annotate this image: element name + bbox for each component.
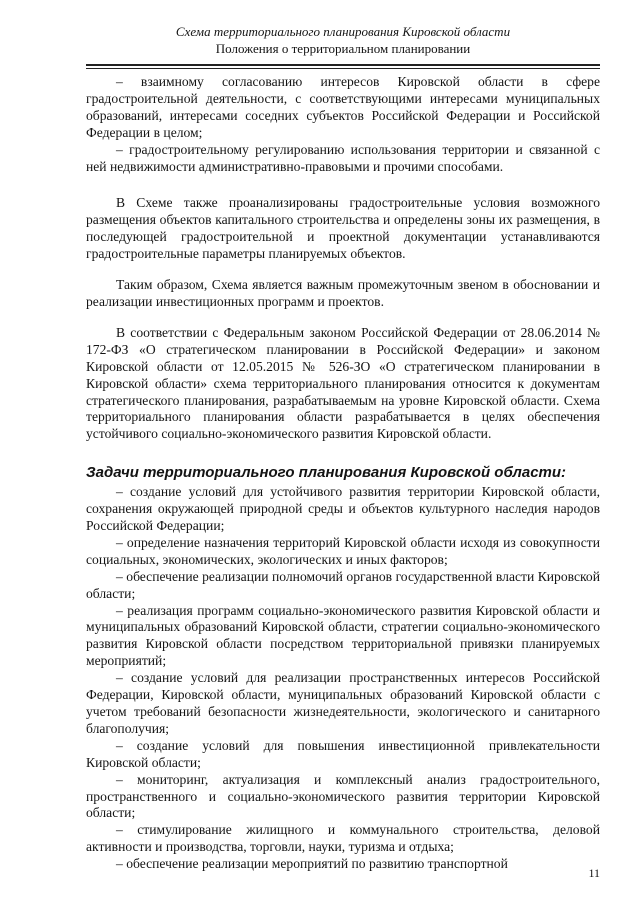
list-item: – стимулирование жилищного и коммунального строительства, деловой активности и производства, торговли, науки, туризма и отдыха; xyxy=(86,822,600,855)
header-rule-thin xyxy=(86,68,600,69)
list-item: – обеспечение реализации мероприятий по развитию транспортной xyxy=(116,856,508,872)
header-title: Схема территориального планирования Кировской области xyxy=(175,24,511,39)
list-item: – реализация программ социально-экономического развития Кировской области и муниципальных образований Кировской области, стратегии социально-экономического развития Кировской области посредством территориальной привязки планируемых мероприятий; xyxy=(86,602,600,669)
page-header xyxy=(86,24,600,57)
spacer xyxy=(86,443,600,463)
spacer xyxy=(86,263,600,277)
spacer xyxy=(86,175,600,195)
paragraph: – взаимному согласованию интересов Кировской области в сфере градостроительной деятельности, с соответствующими интересами муниципальных образований, интересами соседних субъектов Российской Федерации и Российской Федерации в целом; xyxy=(86,74,600,140)
spacer xyxy=(86,311,600,325)
paragraph: – градостроительному регулированию использования территории и связанной с ней недвижимости административно-правовыми и прочими способами. xyxy=(86,141,600,174)
paragraph: В Схеме также проанализированы градостроительные условия возможного размещения объектов капитального строительства и определены зоны их размещения, в последующей градостроительной и проектной документации устанавливаются градостроительные параметры планируемых объектов. xyxy=(86,195,600,262)
header-subtitle: Положения о территориальном планировании xyxy=(215,41,471,56)
section-heading: Задачи территориального планирования Кировской области: xyxy=(86,464,567,482)
list-item: – создание условий для повышения инвестиционной привлекательности Кировской области; xyxy=(86,737,600,770)
page-number: 11 xyxy=(588,866,600,880)
list-item: – создание условий для устойчивого развития территории Кировской области, сохранения окружающей природной среды и объектов культурного наследия народов Российской Федерации; xyxy=(86,484,600,534)
list-item: – мониторинг, актуализация и комплексный анализ градостроительного, пространственного и социально-экономического развития территории Кировской области; xyxy=(86,771,600,821)
list-item: – создание условий для реализации пространственных интересов Российской Федерации, Кировской области, муниципальных образований Кировской области с учетом требований безопасности жизнедеятельности, экологического и санитарного благополучия; xyxy=(86,670,600,736)
list-item: – обеспечение реализации полномочий органов государственной власти Кировской области; xyxy=(86,568,600,601)
list-item: – определение назначения территорий Кировской области исходя из совокупности социальных, экономических, экологических и иных факторов; xyxy=(86,534,600,567)
header-rule-thick xyxy=(86,64,600,66)
paragraph: Таким образом, Схема является важным промежуточным звеном в обосновании и реализации инвестиционных программ и проектов. xyxy=(86,277,600,309)
paragraph: В соответствии с Федеральным законом Российской Федерации от 28.06.2014 № 172-ФЗ «О стратегическом планировании в Российской Федерации» и законом Кировской области от 12.05.2015 № 526-ЗО «О стратегическом планировании в Кировской области» схема территориального планирования относится к документам стратегического планирования, разрабатываемым на уровне Кировской области. Схема территориального планирования области разрабатывается в целях обеспечения устойчивого социально-экономического развития Кировской области. xyxy=(86,324,600,442)
page-body xyxy=(86,74,600,873)
